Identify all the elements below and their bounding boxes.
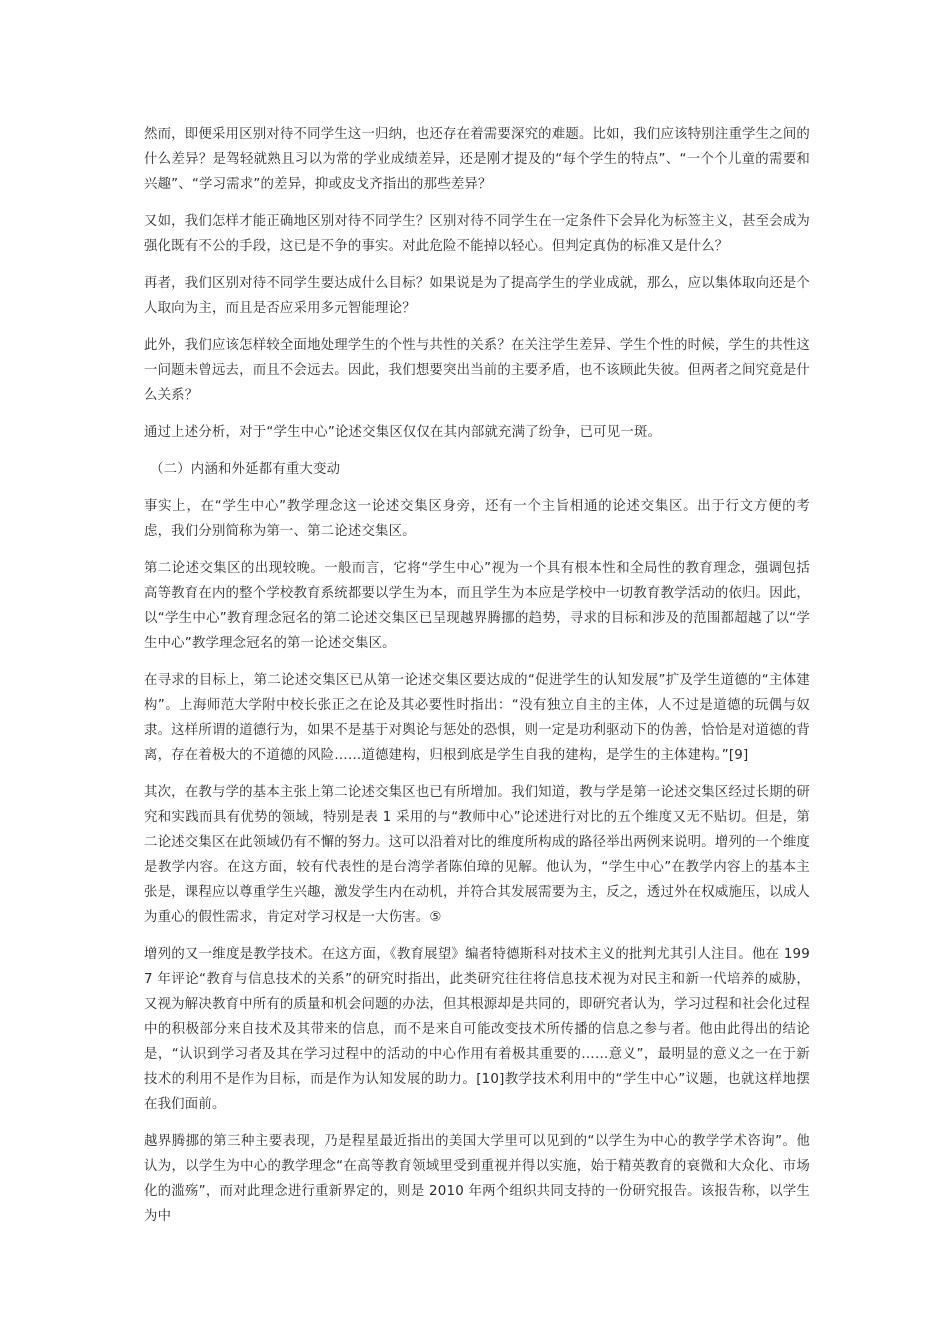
paragraph: 越界腾挪的第三种主要表现，乃是程星最近指出的美国大学里可以见到的“以学生为中心的教学学术咨询”。他认为，以学生为中心的教学理念“在高等教育领域里受到重视并得以实施，始于精英教育的衰微和大众化、市场化的滥殇”，而对此理念进行重新界定的，则是 2010 年两个组织共同支持的一份研究报告。该报告称，以学生为中 (144, 1134, 810, 1224)
paragraph: 此外，我们应该怎样较全面地处理学生的个性与共性的关系？在关注学生差异、学生个性的时候，学生的共性这一问题未曾远去，而且不会远去。因此，我们想要突出当前的主要矛盾，也不该顾此失彼。但两者之间究竟是什么关系？ (144, 338, 810, 403)
paragraph: 再者，我们区别对待不同学生要达成什么目标？如果说是为了提高学生的学业成就，那么，应以集体取向还是个人取向为主，而且是否应采用多元智能理论？ (144, 276, 810, 316)
paragraph: 事实上，在“学生中心”教学理念这一论述交集区身旁，还有一个主旨相通的论述交集区。出于行文方便的考虑，我们分别简称为第一、第二论述交集区。 (144, 499, 810, 539)
paragraph: 在寻求的目标上，第二论述交集区已从第一论述交集区要达成的“促进学生的认知发展”扩及学生道德的“主体建构”。上海师范大学附中校长张正之在论及其必要性时指出：“没有独立自主的主体，人不过是道德的玩偶与奴隶。这样所谓的道德行为，如果不是基于对舆论与惩处的恐惧，则一定是功利驱动下的伪善，恰恰是对道德的背离，存在着极大的不道德的风险……道德建构，归根到底是学生自我的建构，是学生的主体建构。”[9] (144, 673, 810, 763)
paragraph: 其次，在教与学的基本主张上第二论述交集区也已有所增加。我们知道，教与学是第一论述交集区经过长期的研究和实践而具有优势的领域，特别是表 1 采用的与“教师中心”论述进行对比的五个维度又无不贴切。但是，第二论述交集区在此领域仍有不懈的努力。这可以沿着对比的维度所构成的路径举出两例来说明。增列的一个维度是教学内容。在这方面，较有代表性的是台湾学者陈伯璋的见解。他认为，“学生中心”在教学内容上的基本主张是，课程应以尊重学生兴趣，激发学生内在动机，并符合其发展需要为主，反之，透过外在权威施压，以成人为重心的假性需求，肯定对学习权是一大伤害。⑤ (144, 785, 810, 925)
paragraph: 增列的又一维度是教学技术。在这方面，《教育展望》编者特德斯科对技术主义的批判尤其引人注目。他在 1997 年评论“教育与信息技术的关系”的研究时指出，此类研究往往将信息技术视为对民主和新一代培养的威胁，又视为解决教育中所有的质量和机会问题的办法，但其根源却是共同的，即研究者认为，学习过程和社会化过程中的积极部分来自技术及其带来的信息，而不是来自可能改变技术所传播的信息之参与者。他由此得出的结论是，“认识到学习者及其在学习过程中的活动的中心作用有着极其重要的……意义”，最明显的意义之一在于新技术的利用不是作为目标，而是作为认知发展的助力。[10]教学技术利用中的“学生中心”议题，也就这样地摆在我们面前。 (144, 947, 810, 1112)
section-heading: （二）内涵和外延都有重大变动 (150, 462, 341, 477)
paragraph: 又如，我们怎样才能正确地区别对待不同学生？区别对待不同学生在一定条件下会异化为标签主义，甚至会成为强化既有不公的手段，这已是不争的事实。对此危险不能掉以轻心。但判定真伪的标准又是什么？ (144, 214, 810, 254)
paragraph: 然而，即便采用区别对待不同学生这一归纳，也还存在着需要深究的难题。比如，我们应该特别注重学生之间的什么差异？是驾轻就熟且习以为常的学业成绩差异，还是刚才提及的“每个学生的特点”、“一个个儿童的需要和兴趣”、“学习需求”的差异，抑或皮戈齐指出的那些差异？ (144, 127, 810, 192)
paragraph: 第二论述交集区的出现较晚。一般而言，它将“学生中心”视为一个具有根本性和全局性的教育理念，强调包括高等教育在内的整个学校教育系统都要以学生为本，而且学生为本应是学校中一切教育教学活动的依归。因此，以“学生中心”教育理念冠名的第二论述交集区已呈现越界腾挪的趋势，寻求的目标和涉及的范围都超越了以“学生中心”教学理念冠名的第一论述交集区。 (144, 561, 810, 651)
paragraph: 通过上述分析，对于“学生中心”论述交集区仅仅在其内部就充满了纷争，已可见一斑。 (144, 425, 662, 440)
document-body (144, 122, 810, 1241)
